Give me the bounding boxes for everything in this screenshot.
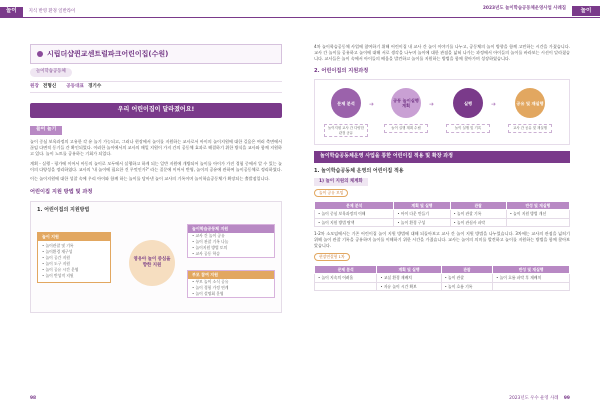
list-item: • 교사 공동 학습 (192, 250, 220, 256)
table-header: 관찰 (450, 201, 506, 210)
page-number-right: 99 (563, 395, 570, 401)
paragraph-2: 계획 - 실행 - 평가에 이어서 아동의 놀이로 모두에서 실행하고 하게 되는 일반 지원에 개방되어 놀이를 아이가 가진 경험 중에서 알 수 있는 놀이의 다양성을 정리하였다. 교사의 '내 놀이에 필요한 건 무엇인가?' 라는 질문에 이어서 반영, 놀이의 공유에 관하여 놀이공동체로 정리하였다. (30, 160, 282, 172)
process-flow (314, 79, 570, 145)
article-title-box (30, 44, 282, 64)
list-item: • 놀이관찰 및 기록 (42, 242, 74, 248)
process-table-1 (314, 201, 570, 228)
header-left-tab: 놀이 (0, 7, 23, 17)
flow-step-1: 문제 분석 (331, 88, 361, 118)
paragraph-1: 놀이 중심 보육과정의 고유한 각 유 놀기 가능되고, 그러나 현장에서 놀이를 지원하는 교사로서 아이의 놀이지원에 대한 길음은 여러 측면에서 끊임 다면적 동기들 간 확인되었다. 이러한 놀이에서의 교사의 매일 지원이 가지 간의 공동체 효과로 해결하기 위한 방식을 교사와 함께 지원하고 있다. 놀이 노트를 공유하는 기회가 되었다. (30, 138, 282, 156)
diagram-list-head: 놀이 지원 (38, 233, 110, 241)
diagram-center-circle: 영유아 놀이 중심을 향한 지원 (129, 240, 175, 286)
header-right (300, 6, 600, 18)
header-right-rule (300, 17, 600, 18)
diagram-box-head: 부모 참여 지원 (188, 271, 274, 279)
right-page (314, 44, 570, 291)
flow-step-4: 공유 및 재실행 (515, 88, 545, 118)
table-cell: • 놀이 중심 보육과정의 이해 (315, 210, 394, 219)
list-item: • 놀이 공유 시간 운영 (42, 266, 79, 272)
list-item: • 놀이환경 재구성 (42, 248, 73, 254)
table-header: 반성 및 재실행 (493, 265, 570, 274)
table-header: 관찰 (441, 265, 493, 274)
list-item: • 놀이 관찰 기록 나눔 (192, 238, 229, 244)
footer-right (509, 396, 570, 402)
systemization-label: 1) 놀이 지원의 체계화 (314, 178, 368, 186)
flow-caption: 놀이지원 교사 간 다양한 관점 공유 (324, 124, 368, 137)
flow-step-2: 공동 놀이실행 계획 (391, 88, 421, 118)
left-page (30, 44, 282, 313)
page-number-left: 98 (30, 395, 37, 401)
process-heading: 2. 어린이집의 지원과정 (314, 67, 369, 74)
author-key-1: 원장 (30, 83, 39, 89)
author-value-1: 전형신 (42, 83, 57, 89)
diagram-title: 1. 어린이집의 지원방법 (37, 206, 90, 213)
diagram-box-community (187, 224, 275, 258)
table-header: 문제 분석 (315, 265, 377, 274)
flow-step-3: 실행 (453, 88, 483, 118)
table-cell (506, 218, 569, 227)
table-header: 문제 분석 (315, 201, 394, 210)
section-heading: 들어 놀기 (30, 126, 62, 135)
support-method-heading: 어린이집 지원 방법 및 과정 (30, 189, 93, 196)
list-item: • 놀이 반성적 지원 (42, 272, 74, 278)
table-row (315, 282, 570, 291)
arrow-right-icon: ➜ (491, 101, 497, 109)
flow-caption: 교사 간 공유 및 재실행 (508, 124, 552, 132)
list-item: • 교사 간 놀이 공유 (192, 232, 225, 238)
table-cell: • 놀이 관찰 (441, 274, 493, 283)
table-cell: • 놀이 흐름 파악 후 재배치 (493, 274, 570, 283)
article-title: 시립더샵퀸교센트럴파크어린이집(수원) (47, 50, 169, 58)
list-item: • 놀이 경험 가정 연계 (192, 284, 229, 290)
field-link-label: 현장연결형 1차 (314, 253, 350, 261)
meeting-label: 놀이 공유 모임 (314, 189, 348, 197)
banner: 우리 어린이집이 달라졌어요! (30, 103, 282, 118)
arrow-right-icon: ➜ (369, 101, 375, 109)
flow-caption: 놀이 실행 계획 수립 (384, 124, 428, 132)
table-cell: • 놀이 지원 방법 개선 (506, 210, 569, 219)
list-item: • 놀이 도구 지원 (42, 260, 70, 266)
table-cell: • 놀이 지원 방법 탐색 (315, 218, 394, 227)
table-cell: • 놀이 지속의 어려움 (315, 274, 377, 283)
category-pill: 놀이학습공동체 (30, 68, 72, 76)
right-intro-paragraph: 4차 놀이학습공동체 사업에 참여하기 위해 어린이집 내 교사 간 놀이 이야기를 나누고, 공동체의 놀이 방향을 함께 고민하는 시간을 가졌습니다. 교사 간 놀이를 공유하고 놀이에 대해 서로 생각을 나누며 놀이에 대한 관점을 넓혀 나가는 과정에서 아이들의 놀이를 바라보는 시선이 달라졌습니다. 교사들은 놀이 속에서 아이들의 배움을 발견하고 놀이를 지원하는 방법을 함께 찾아가며 성장하였습니다. (314, 44, 570, 61)
header-left-rule (0, 17, 300, 18)
table-row (315, 218, 570, 227)
author-value-2: 경기수 (87, 83, 102, 89)
arrow-right-icon: ➜ (429, 101, 435, 109)
table-cell: • 놀이 흐름 기록 (441, 282, 493, 291)
header-left (0, 6, 300, 18)
author-key-2: 공동대표 (66, 83, 84, 89)
application-subheading: 1. 놀이학습공동체 운영의 어린이집 적용 (314, 167, 404, 174)
process-table-2 (314, 265, 570, 292)
table-cell: • 놀이 관심사 파악 (450, 218, 506, 227)
header-right-tab: 놀이 (572, 6, 600, 16)
table-header: 반성 및 재실행 (506, 201, 569, 210)
table-header: 계획 및 실행 (394, 201, 450, 210)
diagram-box-head: 놀이학습공동체 지원 (188, 225, 274, 233)
right-middle-paragraph: 1-2차 소모임에서는 기존 어린이집 놀이 지원 방법에 대해 되돌아보고 교사 간 놀이 지원 방법을 나누었습니다. 3차에는 교사의 관점을 넓히기 위해 놀이 관찰 기록을 공유하며 놀이를 이해하기 위한 시간을 가졌습니다. 교사는 놀이의 의미를 발견하고 놀이를 지원하는 방법을 함께 찾아보았습니다. (314, 231, 570, 249)
list-item: • 놀이 설명회 운영 (192, 290, 224, 296)
diagram-box-parents (187, 270, 275, 298)
table-cell: • 놀이 환경 구성 (394, 218, 450, 227)
support-diagram (30, 201, 282, 313)
paragraph-3: 이는 놀이지원에 대한 성찰 속에 우리 아이와 함께 하는 놀이를 담아낸 놀이 교사의 기록이며 놀이학습공동체가 확장되는 출발점입니다. (30, 176, 270, 182)
table-row (315, 274, 570, 283)
diagram-list (37, 232, 111, 283)
list-item: • 부모 놀이 소식 공유 (192, 278, 229, 284)
footer-right-text: 2023년도 우수 운영 사례 (509, 395, 559, 401)
table-cell: • 교실 환경 재배치 (377, 274, 441, 283)
application-ribbon: 놀이학습공동체운영 사업을 통한 어린이집 적용 및 확장 과정 (314, 151, 570, 162)
header-left-subtitle: 지식 반영 환경 일반라이 (28, 8, 76, 14)
author-row (30, 81, 282, 94)
flow-caption: 놀이 실행 및 기록 (446, 124, 490, 132)
header-right-title: 2023년도 놀이학습공동체운영사업 사례집 (482, 6, 566, 11)
table-cell: • 아이 다운 만들기 (394, 210, 450, 219)
table-cell (493, 282, 570, 291)
list-item: • 놀이지원 방법 토의 (192, 244, 228, 250)
table-row (315, 210, 570, 219)
list-item: • 놀이 공간 지원 (42, 254, 70, 260)
table-cell (315, 282, 377, 291)
table-cell: • 자유 놀이 시간 확보 (377, 282, 441, 291)
title-bullet-icon (37, 51, 43, 57)
table-cell: • 놀이 관찰 기록 (450, 210, 506, 219)
table-header: 계획 및 실행 (377, 265, 441, 274)
